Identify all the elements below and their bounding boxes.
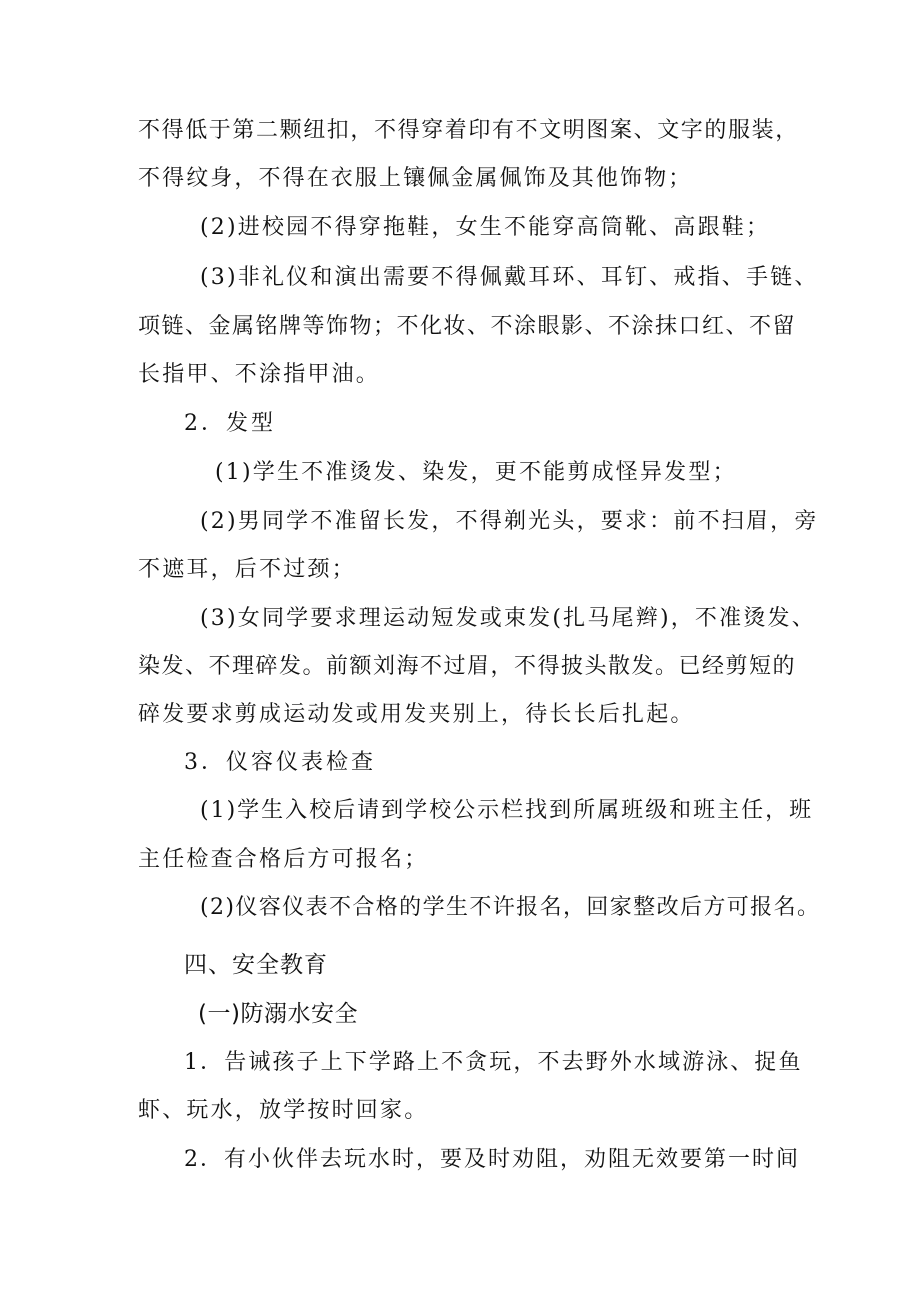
paragraph-line: 1．告诫孩子上下学路上不贪玩，不去野外水域游泳、捉鱼 — [184, 1050, 803, 1075]
section-subtitle: 2．发型 — [184, 411, 276, 436]
paragraph-line: 染发、不理碎发。前额刘海不过眉，不得披头散发。已经剪短的 — [138, 654, 797, 679]
paragraph-line: 项链、金属铭牌等饰物；不化妆、不涂眼影、不涂抹口红、不留 — [138, 314, 797, 339]
paragraph-line: (1)学生入校后请到学校公示栏找到所属班级和班主任，班 — [200, 798, 814, 823]
section-subtitle: 3．仪容仪表检查 — [184, 750, 376, 775]
paragraph-line: 不遮耳，后不过颈； — [138, 557, 356, 582]
paragraph-line: 不得低于第二颗纽扣，不得穿着印有不文明图案、文字的服装， — [138, 118, 799, 143]
paragraph-line: 不得纹身，不得在衣服上镶佩金属佩饰及其他饰物； — [138, 166, 693, 191]
paragraph-line: 碎发要求剪成运动发或用发夹别上，待长长后扎起。 — [138, 702, 695, 727]
paragraph-line: 虾、玩水，放学按时回家。 — [138, 1098, 429, 1123]
paragraph-line: (3)女同学要求理运动短发或束发(扎马尾辫)，不准烫发、 — [200, 606, 816, 631]
paragraph-line: (2)进校园不得穿拖鞋，女生不能穿高筒靴、高跟鞋； — [200, 215, 771, 240]
paragraph-line: (3)非礼仪和演出需要不得佩戴耳环、耳钉、戒指、手链、 — [200, 265, 819, 290]
paragraph-line: (1)学生不准烫发、染发，更不能剪成怪异发型； — [215, 460, 737, 485]
subsection-heading: (一)防溺水安全 — [198, 1001, 358, 1027]
paragraph-line: 长指甲、不涂指甲油。 — [138, 362, 381, 387]
paragraph-line: 2．有小伙伴去玩水时，要及时劝阻，劝阻无效要第一时间 — [184, 1147, 800, 1172]
paragraph-line: (2)男同学不准留长发，不得剃光头，要求：前不扫眉，旁 — [200, 509, 819, 534]
paragraph-line: (2)仪容仪表不合格的学生不许报名，回家整改后方可报名。 — [200, 895, 821, 920]
section-heading: 四、安全教育 — [184, 952, 328, 978]
paragraph-line: 主任检查合格后方可报名； — [138, 847, 429, 872]
